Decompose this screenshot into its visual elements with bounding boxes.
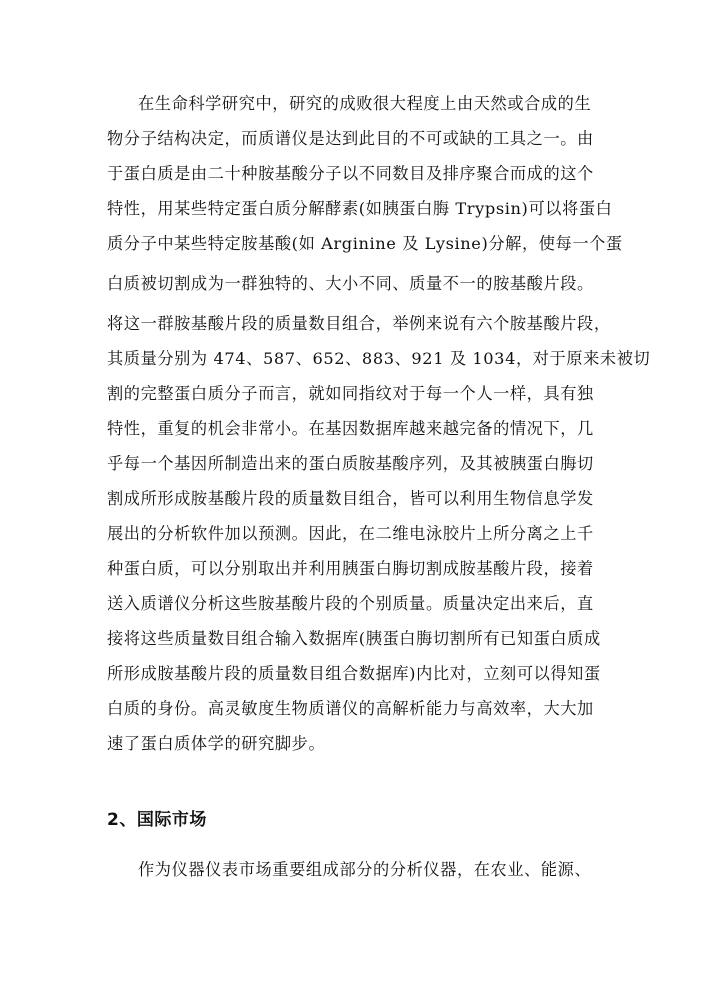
section-heading: 2、国际市场: [107, 810, 207, 830]
paragraph-line: 特性，用某些特定蛋白质分解酵素(如胰蛋白脢 Trypsin)可以将蛋白: [107, 199, 613, 218]
paragraph-line: 速了蛋白质体学的研究脚步。: [107, 734, 326, 753]
paragraph-line: 物分子结构决定，而质谱仪是达到此目的不可或缺的工具之一。由: [107, 129, 594, 148]
paragraph-line: 其质量分别为 474、587、652、883、921 及 1034，对于原来未被切: [107, 349, 651, 368]
paragraph-line: 接将这些质量数目组合输入数据库(胰蛋白脢切割所有已知蛋白质成: [107, 629, 601, 648]
paragraph-line: 白质被切割成为一群独特的、大小不同、质量不一的胺基酸片段。: [107, 274, 594, 293]
paragraph-line: 所形成胺基酸片段的质量数目组合数据库)内比对，立刻可以得知蛋: [107, 664, 601, 683]
paragraph-line: 于蛋白质是由二十种胺基酸分子以不同数目及排序聚合而成的这个: [107, 164, 594, 183]
paragraph-line: 展出的分析软件加以预测。因此，在二维电泳胶片上所分离之上千: [107, 524, 594, 543]
paragraph-line: 作为仪器仪表市场重要组成部分的分析仪器，在农业、能源、: [138, 860, 592, 879]
paragraph-line: 乎每一个基因所制造出来的蛋白质胺基酸序列，及其被胰蛋白脢切: [107, 454, 594, 473]
paragraph-line: 质分子中某些特定胺基酸(如 Arginine 及 Lysine)分解，使每一个蛋: [107, 234, 623, 253]
paragraph-line: 将这一群胺基酸片段的质量数目组合，举例来说有六个胺基酸片段，: [107, 314, 611, 333]
paragraph-line: 种蛋白质，可以分别取出并利用胰蛋白脢切割成胺基酸片段，接着: [107, 559, 594, 578]
paragraph-line: 割的完整蛋白质分子而言，就如同指纹对于每一个人一样，具有独: [107, 384, 594, 403]
paragraph-line: 在生命科学研究中，研究的成败很大程度上由天然或合成的生: [138, 94, 592, 113]
paragraph-line: 白质的身份。高灵敏度生物质谱仪的高解析能力与高效率，大大加: [107, 699, 594, 718]
paragraph-line: 特性，重复的机会非常小。在基因数据库越来越完备的情况下，几: [107, 419, 594, 438]
paragraph-line: 送入质谱仪分析这些胺基酸片段的个别质量。质量决定出来后，直: [107, 594, 594, 613]
paragraph-line: 割成所形成胺基酸片段的质量数目组合，皆可以利用生物信息学发: [107, 489, 594, 508]
